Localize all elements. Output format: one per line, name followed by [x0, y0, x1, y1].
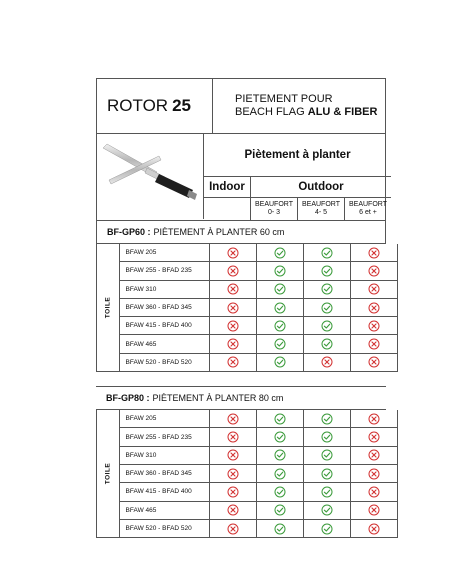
check-icon	[257, 317, 304, 334]
table-row	[120, 502, 398, 520]
table-row	[120, 335, 398, 353]
cross-icon	[351, 520, 398, 537]
table-row	[120, 410, 398, 428]
cross-icon	[210, 465, 257, 482]
side-label	[96, 410, 120, 538]
cross-icon	[210, 520, 257, 537]
check-icon	[304, 483, 351, 500]
cross-icon	[210, 447, 257, 464]
indoor-heading: Indoor	[204, 177, 251, 197]
side-label-text: TOILE	[104, 462, 112, 485]
check-icon	[304, 410, 351, 427]
cross-icon	[351, 281, 398, 298]
model-name: BFAW 310	[120, 281, 210, 298]
check-icon	[257, 502, 304, 519]
cross-icon	[210, 317, 257, 334]
model-name: BFAW 520 - BFAD 520	[120, 520, 210, 537]
cross-icon	[210, 281, 257, 298]
check-icon	[257, 335, 304, 352]
section-table	[96, 243, 386, 372]
beaufort-6-plus: BEAUFORT 6 et +	[349, 201, 387, 216]
product-title	[97, 79, 213, 133]
planter-heading: Piètement à planter	[204, 134, 391, 177]
cross-icon	[210, 244, 257, 261]
cross-icon	[210, 354, 257, 371]
beaufort-0-3: BEAUFORT 0- 3	[251, 198, 298, 220]
check-icon	[257, 354, 304, 371]
model-name: BFAW 205	[120, 410, 210, 427]
check-icon	[257, 410, 304, 427]
check-icon	[257, 520, 304, 537]
cross-icon	[210, 410, 257, 427]
cross-icon	[351, 428, 398, 445]
cross-icon	[210, 299, 257, 316]
model-name: BFAW 415 - BFAD 400	[120, 483, 210, 500]
description-line-1: PIETEMENT POUR	[235, 93, 333, 105]
model-name: BFAW 520 - BFAD 520	[120, 354, 210, 371]
check-icon	[257, 483, 304, 500]
check-icon	[304, 465, 351, 482]
check-icon	[257, 428, 304, 445]
table-row	[120, 299, 398, 317]
check-icon	[304, 428, 351, 445]
table-row	[120, 465, 398, 483]
table-row	[120, 317, 398, 335]
outdoor-heading: Outdoor	[298, 181, 344, 193]
beaufort-empty-cell	[204, 198, 251, 220]
cross-icon	[351, 483, 398, 500]
section-title	[96, 220, 386, 243]
check-icon	[304, 262, 351, 279]
cross-icon	[210, 483, 257, 500]
check-icon	[304, 244, 351, 261]
table-row	[120, 244, 398, 262]
cross-icon	[351, 335, 398, 352]
product-description	[213, 79, 385, 133]
product-sheet	[96, 78, 387, 532]
check-icon	[304, 299, 351, 316]
model-name: BFAW 205	[120, 244, 210, 261]
ground-spike-illustration	[97, 134, 203, 219]
description-line-2	[235, 106, 385, 119]
model-name: BFAW 310	[120, 447, 210, 464]
product-number: 25	[172, 96, 191, 115]
cross-icon	[210, 502, 257, 519]
beaufort-4-5: BEAUFORT 4- 5	[298, 198, 345, 220]
model-name: BFAW 255 - BFAD 235	[120, 428, 210, 445]
description-bold: ALU & FIBER	[307, 106, 378, 118]
model-name: BFAW 465	[120, 335, 210, 352]
environment-row	[204, 177, 391, 198]
check-icon	[304, 447, 351, 464]
product-name: ROTOR	[107, 96, 169, 115]
section-code: BF-GP80 :	[106, 393, 150, 404]
cross-icon	[351, 465, 398, 482]
table-row	[120, 483, 398, 501]
model-name: BFAW 255 - BFAD 235	[120, 262, 210, 279]
section-title	[96, 386, 386, 409]
product-image	[97, 134, 204, 219]
cross-icon	[351, 354, 398, 371]
cross-icon	[351, 299, 398, 316]
cross-icon	[351, 502, 398, 519]
check-icon	[257, 465, 304, 482]
model-name: BFAW 360 - BFAD 345	[120, 465, 210, 482]
cross-icon	[351, 410, 398, 427]
table-row	[120, 520, 398, 538]
check-icon	[304, 502, 351, 519]
check-icon	[304, 281, 351, 298]
cross-icon	[351, 262, 398, 279]
image-and-heading-row	[96, 133, 386, 220]
beaufort-row	[204, 198, 391, 220]
cross-icon	[351, 244, 398, 261]
cross-icon	[351, 317, 398, 334]
check-icon	[304, 520, 351, 537]
check-icon	[257, 447, 304, 464]
check-icon	[257, 244, 304, 261]
side-label	[96, 244, 120, 372]
model-name: BFAW 415 - BFAD 400	[120, 317, 210, 334]
check-icon	[304, 317, 351, 334]
table-row	[120, 447, 398, 465]
table-row	[120, 354, 398, 372]
model-name: BFAW 465	[120, 502, 210, 519]
section-table	[96, 409, 386, 538]
check-icon	[257, 281, 304, 298]
cross-icon	[304, 354, 351, 371]
check-icon	[257, 299, 304, 316]
section-gap	[96, 372, 386, 386]
model-name: BFAW 360 - BFAD 345	[120, 299, 210, 316]
cross-icon	[210, 428, 257, 445]
header-row	[96, 78, 386, 133]
table-row	[120, 281, 398, 299]
description-light: BEACH FLAG	[235, 106, 305, 118]
table-row	[120, 262, 398, 280]
cross-icon	[210, 335, 257, 352]
section-description: PIÈTEMENT À PLANTER 80 cm	[152, 393, 284, 404]
section-code: BF-GP60 :	[107, 227, 151, 237]
table-row	[120, 428, 398, 446]
cross-icon	[351, 447, 398, 464]
check-icon	[257, 262, 304, 279]
check-icon	[304, 335, 351, 352]
section-description: PIÈTEMENT À PLANTER 60 cm	[153, 227, 285, 237]
side-label-text: TOILE	[104, 296, 112, 319]
cross-icon	[210, 262, 257, 279]
